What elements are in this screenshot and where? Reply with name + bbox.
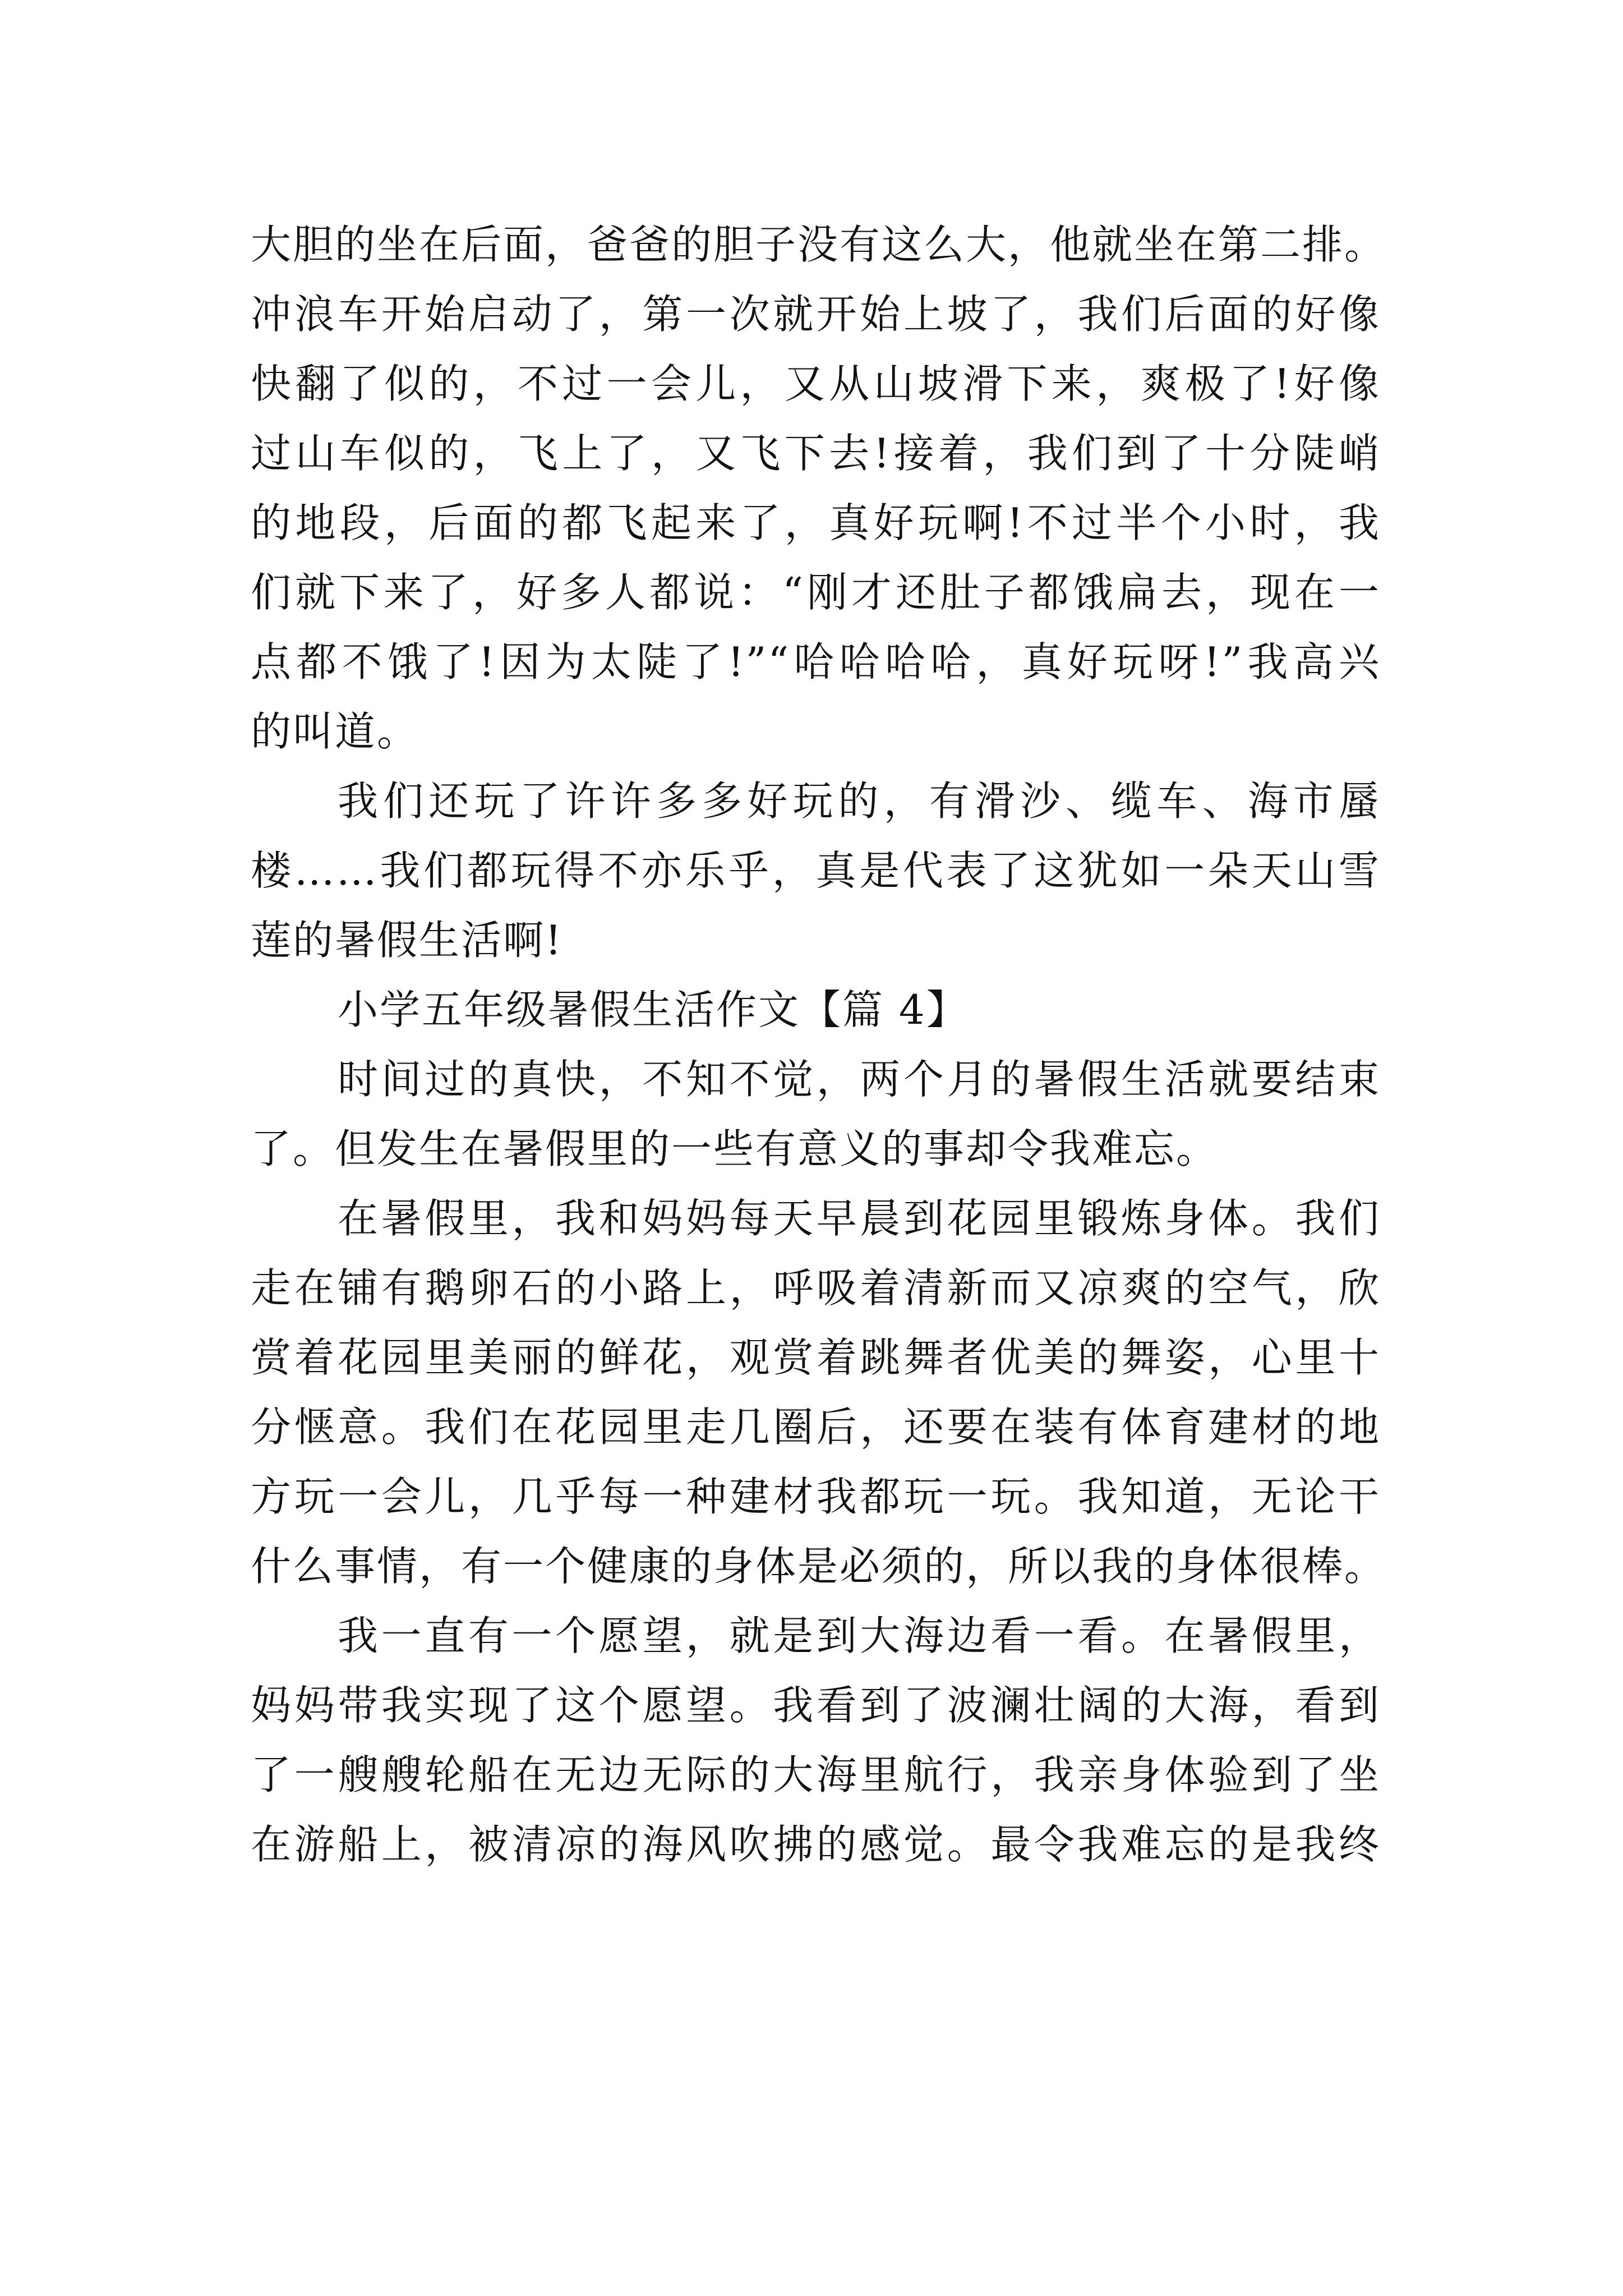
paragraph-start-line: 在暑假里，我和妈妈每天早晨到花园里锻炼身体。我们	[338, 1195, 1381, 1242]
text-line: 走在铺有鹅卵石的小路上，呼吸着清新而又凉爽的空气，欣	[251, 1264, 1381, 1312]
text-line: 点都不饿了!因为太陡了!”“哈哈哈哈，真好玩呀!”我高兴	[251, 638, 1381, 685]
text-line: 了。但发生在暑假里的一些有意义的事却令我难忘。	[251, 1125, 1219, 1172]
paragraph-start-line: 我一直有一个愿望，就是到大海边看一看。在暑假里，	[338, 1612, 1381, 1659]
text-line: 方玩一会儿，几乎每一种建材我都玩一玩。我知道，无论干	[251, 1473, 1381, 1520]
text-line: 在游船上，被清凉的海风吹拂的感觉。最令我难忘的是我终	[251, 1821, 1381, 1868]
text-line: 冲浪车开始启动了，第一次就开始上坡了，我们后面的好像	[251, 291, 1381, 338]
text-line: 莲的暑假生活啊!	[251, 917, 563, 964]
text-line: 过山车似的，飞上了，又飞下去!接着，我们到了十分陡峭	[251, 430, 1381, 477]
essay-text	[251, 210, 1387, 1879]
text-line: 的地段，后面的都飞起来了，真好玩啊!不过半个小时，我	[251, 499, 1381, 546]
paragraph-start-line: 我们还玩了许许多多好玩的，有滑沙、缆车、海市蜃	[338, 777, 1381, 825]
text-line: 的叫道。	[251, 708, 419, 755]
text-line: 了一艘艘轮船在无边无际的大海里航行，我亲身体验到了坐	[251, 1751, 1381, 1798]
text-line: 分惬意。我们在花园里走几圈后，还要在装有体育建材的地	[251, 1404, 1381, 1451]
text-line: 大胆的坐在后面，爸爸的胆子没有这么大，他就坐在第二排。	[251, 221, 1387, 268]
section-heading: 小学五年级暑假生活作文【篇 4】	[338, 986, 969, 1033]
text-line: 楼……我们都玩得不亦乐乎，真是代表了这犹如一朵天山雪	[251, 847, 1381, 894]
text-line: 什么事情，有一个健康的身体是必须的，所以我的身体很棒。	[251, 1543, 1387, 1590]
text-line: 妈妈带我实现了这个愿望。我看到了波澜壮阔的大海，看到	[251, 1682, 1381, 1729]
text-line: 们就下来了，好多人都说：“刚才还肚子都饿扁去，现在一	[251, 569, 1381, 616]
text-line: 快翻了似的，不过一会儿，又从山坡滑下来，爽极了!好像	[251, 360, 1381, 407]
text-line: 赏着花园里美丽的鲜花，观赏着跳舞者优美的舞姿，心里十	[251, 1334, 1381, 1381]
paragraph-start-line: 时间过的真快，不知不觉，两个月的暑假生活就要结束	[338, 1056, 1381, 1103]
